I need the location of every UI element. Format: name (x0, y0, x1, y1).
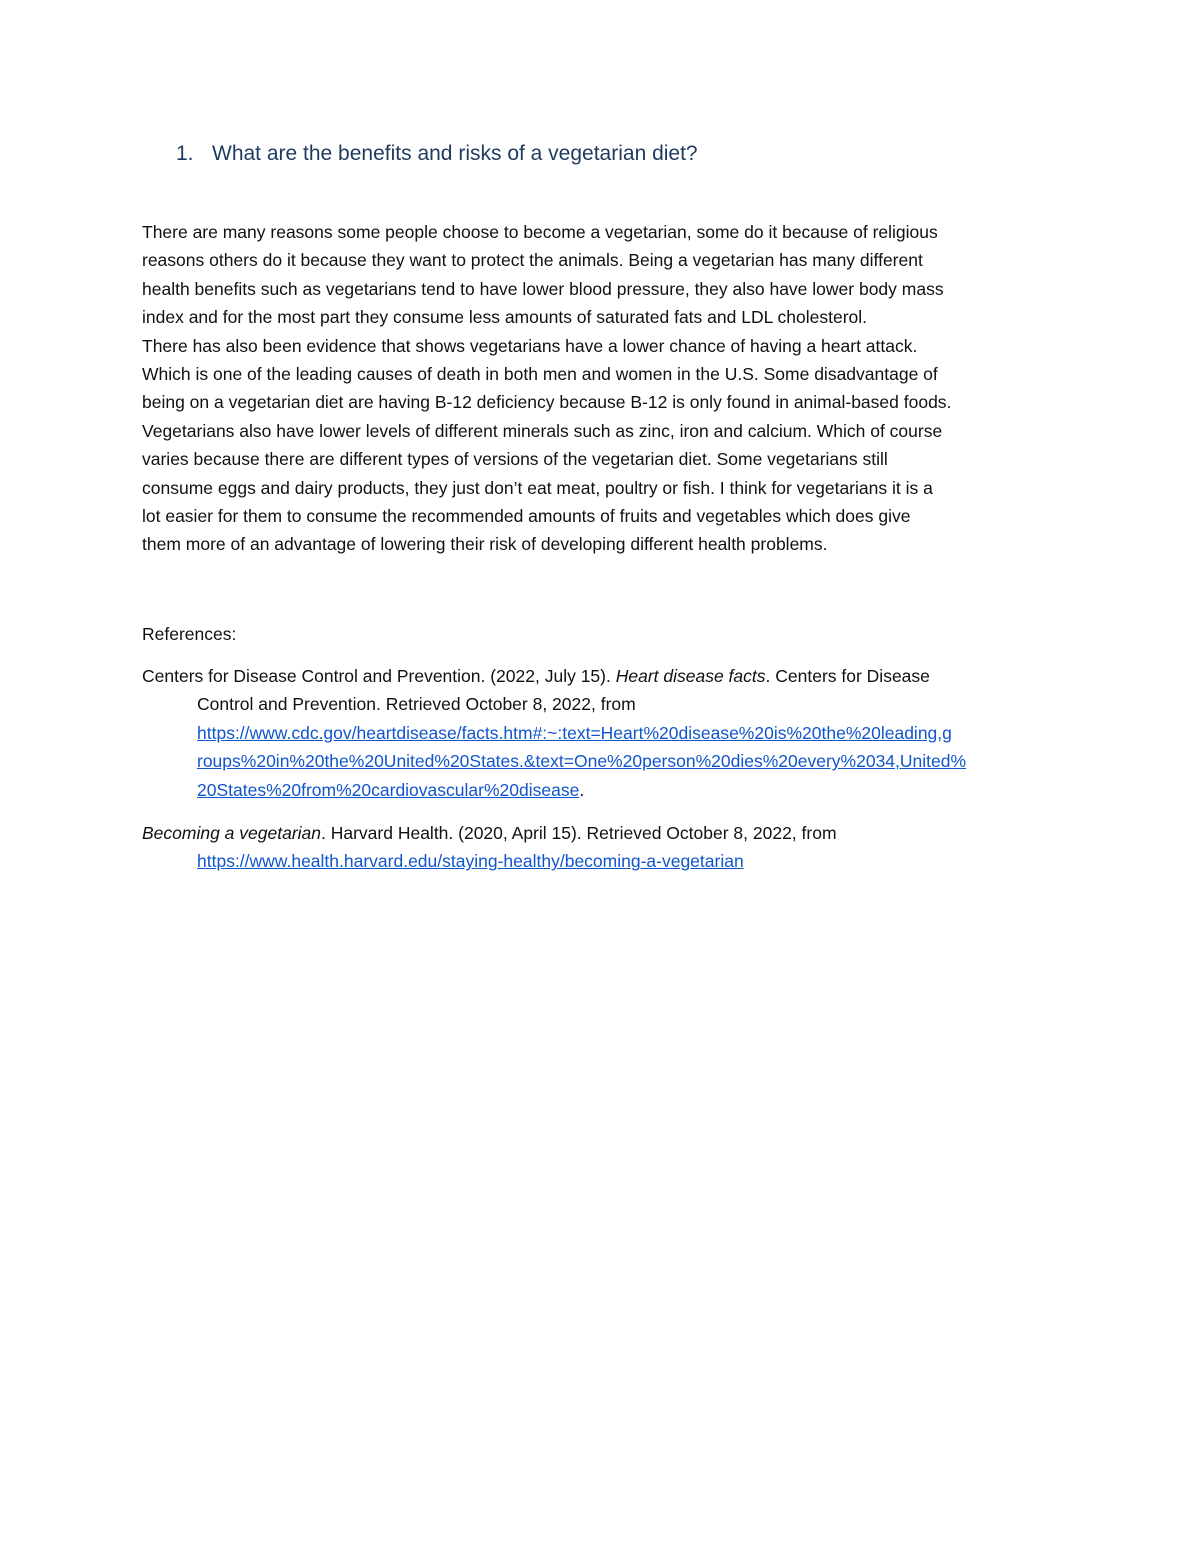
reference-url-line[interactable] (142, 719, 1072, 747)
reference-retrieved: Control and Prevention. Retrieved October 8, 2022, from (197, 694, 636, 715)
reference-url-line[interactable] (142, 847, 1072, 875)
reference-end: . (579, 779, 585, 800)
reference-cdc (142, 662, 1072, 804)
harvard-link[interactable]: https://www.health.harvard.edu/staying-healthy/becoming-a-vegetarian (197, 851, 744, 872)
paragraph-line: consume eggs and dairy products, they just don’t eat meat, poultry or fish. I think for vegetarians it is a (142, 477, 933, 498)
reference-title: Heart disease facts (615, 666, 766, 686)
reference-author: Centers for Disease Control and Prevention. (2022, July 15). (142, 666, 616, 686)
reference-harvard (142, 819, 1072, 876)
reference-publisher: . Centers for Disease (765, 666, 930, 686)
paragraph-line: being on a vegetarian diet are having B-12 deficiency because B-12 is only found in animal-based foods. (142, 392, 952, 413)
question-heading (176, 142, 698, 166)
heading-text: What are the benefits and risks of a vegetarian diet? (212, 142, 698, 165)
answer-paragraph (142, 218, 1062, 559)
paragraph-line: them more of an advantage of lowering their risk of developing different health problems. (142, 534, 828, 555)
references-label: References: (142, 624, 237, 644)
heading-number: 1. (176, 142, 194, 165)
cdc-link[interactable]: roups%20in%20the%20United%20States.&text=One%20person%20dies%20every%2034,United% (197, 751, 967, 772)
paragraph-line: There has also been evidence that shows vegetarians have a lower chance of having a heart attack. (142, 335, 918, 356)
reference-title: Becoming a vegetarian (142, 823, 321, 843)
paragraph-line: Vegetarians also have lower levels of different minerals such as zinc, iron and calcium. Which of course (142, 420, 943, 441)
paragraph-line: varies because there are different types of versions of the vegetarian diet. Some vegetarians still (142, 449, 888, 470)
cdc-link[interactable]: https://www.cdc.gov/heartdisease/facts.htm#:~:text=Heart%20disease%20is%20the%20leading,g (197, 722, 952, 743)
cdc-link[interactable]: 20States%20from%20cardiovascular%20disease (197, 779, 580, 800)
paragraph-line: index and for the most part they consume less amounts of saturated fats and LDL cholesterol. (142, 307, 868, 328)
reference-url-line[interactable] (142, 776, 1072, 804)
paragraph-line: Which is one of the leading causes of death in both men and women in the U.S. Some disadvantage of (142, 364, 938, 385)
paragraph-line: reasons others do it because they want to protect the animals. Being a vegetarian has many different (142, 250, 923, 271)
reference-line (142, 819, 1072, 847)
paragraph-line: health benefits such as vegetarians tend to have lower blood pressure, they also have lower body mass (142, 278, 944, 299)
reference-line (142, 662, 1072, 690)
reference-publisher: . Harvard Health. (2020, April 15). Retrieved October 8, 2022, from (321, 823, 837, 843)
reference-url-line[interactable] (142, 747, 1072, 775)
paragraph-line: There are many reasons some people choose to become a vegetarian, some do it because of religious (142, 222, 938, 242)
paragraph-line: lot easier for them to consume the recommended amounts of fruits and vegetables which does give (142, 506, 911, 527)
